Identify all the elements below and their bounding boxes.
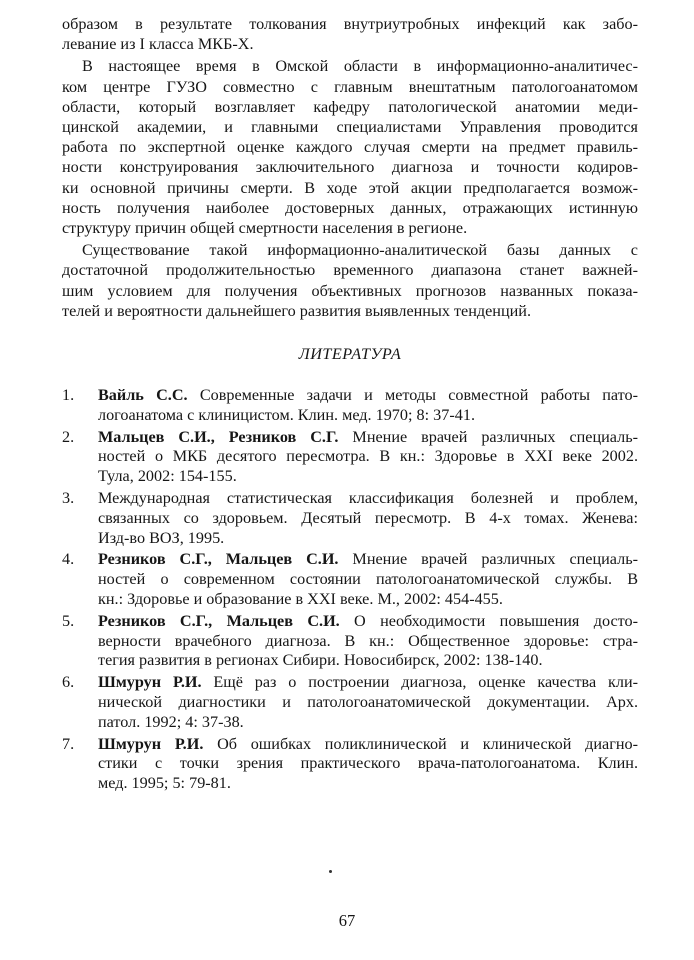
reference-list [62,386,638,794]
reference-text: мед. 1995; 5: 79-81. [98,774,231,793]
paragraph-3 [62,240,638,321]
reference-item-6 [62,673,638,732]
reference-text: ностей о современном состоянии патологоанатомической службы. В [98,570,638,589]
text-line: достаточной продолжительностью временного диапазона станет важней- [62,261,638,280]
reference-text: Тула, 2002: 154-155. [98,467,237,486]
reference-text: патол. 1992; 4: 37-38. [98,712,244,731]
reference-item-1 [62,386,638,426]
reference-text: логоанатома с клиницистом. Клин. мед. 1970; 8: 37-41. [98,405,475,424]
print-speck [329,870,332,873]
reference-text: кн.: Здоровье и образование в XXI веке. М., 2002: 454-455. [98,590,503,609]
reference-authors: Шмурун Р.И. [98,673,202,692]
paragraph-2 [62,56,638,238]
reference-text: Ещё раз о построении диагноза, оценке качества кли- [201,673,638,692]
page-body [62,14,638,796]
text-line: В настоящее время в Омской области в информационно-аналитичес- [82,57,638,76]
text-line: образом в результате толкования внутриутробных инфекций как забо- [62,15,638,33]
reference-number: 3. [62,489,75,508]
text-line: Существование такой информационно-аналитической базы данных с [82,241,638,260]
reference-number: 2. [62,427,75,446]
reference-text: Мнение врачей различных специаль- [338,550,638,569]
reference-text: тегия развития в регионах Сибири. Новосибирск, 2002: 138-140. [98,651,543,670]
reference-text: нической диагностики и патологоанатомической документации. Арх. [98,693,638,711]
text-line: структуру причин общей смертности населения в регионе. [62,219,468,238]
reference-authors: Вайль С.С. [98,386,188,405]
reference-text: Мнение врачей различных специаль- [338,427,638,446]
reference-authors: Резников С.Г., Мальцев С.И. [98,550,339,569]
page-number: 67 [338,911,356,930]
text-line: ность получения наиболее достоверных данных, отражающих истинную [62,198,638,217]
reference-item-3 [62,489,638,548]
reference-authors: Шмурун Р.И. [98,734,204,753]
reference-number: 5. [62,611,75,630]
reference-item-4 [62,550,638,609]
literature-heading: ЛИТЕРАТУРА [298,345,402,364]
text-line: ки основной причины смерти. В ходе этой акции предполагается возмож- [62,178,638,197]
reference-item-5 [62,612,638,671]
reference-text: верности врачебного диагноза. В кн.: Общественное здоровье: стра- [98,631,638,650]
reference-text: О необходимости повышения досто- [339,611,638,630]
text-line: цинской академии, и главными специалистами Управления проводится [62,118,638,137]
text-line: области, который возглавляет кафедру патологической анатомии меди- [62,97,638,116]
text-line: ком центре ГУЗО совместно с главным внештатным патологоанатомом [62,77,638,96]
reference-authors: Мальцев С.И., Резников С.Г. [98,427,339,446]
text-line: шим условием для получения объективных прогнозов названных показа- [62,281,638,300]
text-line: ности конструирования заключительного диагноза и точности кодиров- [62,158,638,177]
reference-number: 1. [62,386,75,405]
text-line: работа по экспертной оценке каждого случая смерти на предмет правиль- [62,138,638,157]
reference-number: 7. [62,734,75,753]
paragraph-1 [62,14,638,54]
reference-item-2 [62,428,638,487]
reference-number: 6. [62,673,75,692]
reference-authors: Резников С.Г., Мальцев С.И. [98,611,340,630]
text-line: левание из I класса МКБ-Х. [62,35,254,54]
reference-number: 4. [62,550,75,569]
reference-item-7 [62,735,638,794]
text-line: телей и вероятности дальнейшего развития выявленных тенденций. [62,301,532,320]
reference-text: Международная статистическая классификация болезней и проблем, [98,489,638,508]
reference-text: Современные задачи и методы совместной работы пато- [187,386,638,405]
reference-text: Об ошибках поликлинической и клинической диагно- [203,734,639,753]
reference-text: ностей о МКБ десятого пересмотра. В кн.: Здоровье в XXI веке 2002. [98,447,638,466]
reference-text: стики с точки зрения практического врача-патологоанатома. Клин. [98,754,638,773]
reference-text: Изд-во ВОЗ, 1995. [98,528,225,547]
reference-text: связанных со здоровьем. Десятый пересмотр. В 4-х томах. Женева: [98,508,638,527]
